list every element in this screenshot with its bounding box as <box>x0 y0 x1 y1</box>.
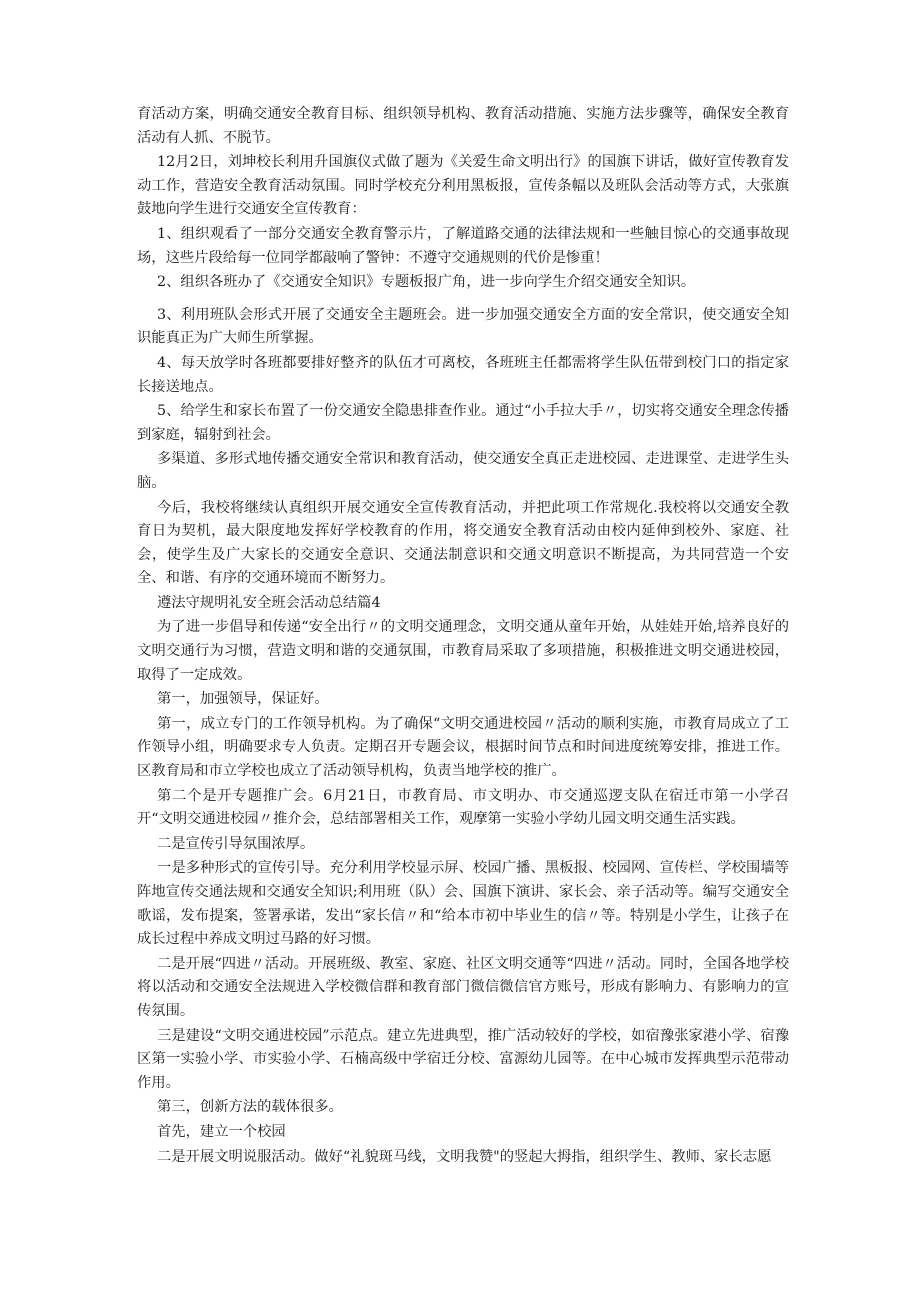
paragraph-9: 今后，我校将继续认真组织开展交通安全宣传教育活动，并把此项工作常规化.我校将以交通安全教育日为契机，最大限度地发挥好学校教育的作用，将交通安全教育活动由校内延伸到校外、家庭、社会，使学生及广大家长的交通安全意识、交通法制意识和交通文明意识不断提高，为共同营造一个安全、和谐、有序的交通环境而不断努力。 <box>137 499 789 587</box>
paragraph-11: 为了进一步倡导和传递“安全出行〃的文明交通理念，文明交通从童年开始，从娃娃开始,培养良好的文明交通行为习惯，营造文明和谐的交通氛围，市教育局采取了多项措施，积极推进文明交通进校园，取得了一定成效。 <box>137 619 789 683</box>
paragraph-1: 育活动方案，明确交通安全教育目标、组织领导机构、教育活动措施、实施方法步骤等，确保安全教育活动有人抓、不脱节。 <box>137 106 789 146</box>
paragraph-20: 首先，建立一个校园 <box>157 1123 286 1140</box>
paragraph-6: 4、每天放学时各班都要排好整齐的队伍才可离校，各班班主任都需将学生队伍带到校门口的指定家长接送地点。 <box>137 354 789 395</box>
paragraph-5: 3、利用班队会形式开展了交通安全主题班会。进一步加强交通安全方面的安全常识，使交通安全知识能真正为广大师生所掌握。 <box>137 306 789 347</box>
paragraph-14: 第二个是开专题推广会。6月21日，市教育局、市文明办、市交通巡逻支队在宿迁市第一小学召开“文明交通进校园〃推介会，总结部署相关工作，观摩第一实验小学幼儿园文明交通生活实践。 <box>137 787 789 828</box>
paragraph-19: 第三，创新方法的载体很多。 <box>157 1099 343 1116</box>
paragraph-4: 2、组织各班办了《交通安全知识》专题板报广角，进一步向学生介绍交通安全知识。 <box>157 274 696 291</box>
paragraph-18: 三是建设“文明交通进校园”示范点。建立先进典型，推广活动较好的学校，如宿豫张家港小学、宿豫区第一实验小学、市实验小学、石楠高级中学宿迁分校、富源幼儿园等。在中心城市发挥典型示范带动作用。 <box>137 1027 789 1091</box>
paragraph-13: 第一，成立专门的工作领导机构。为了确保“文明交通进校园〃活动的顺利实施，市教育局成立了工作领导小组，明确要求专人负责。定期召开专题会议，根据时间节点和时间进度统筹安排，推进工作。区教育局和市立学校也成立了活动领导机构，负责当地学校的推广。 <box>137 715 789 780</box>
paragraph-3: 1、组织观看了一部分交通安全教育警示片，了解道路交通的法律法规和一些触目惊心的交通事故现场，这些片段给每一位同学都敲响了警钟：不遵守交通规则的代价是惨重！ <box>137 225 789 266</box>
paragraph-2: 12月2日，刘坤校长利用升国旗仪式做了题为《关爱生命文明出行》的国旗下讲话，做好宣传教育发动工作，营造安全教育活动氛围。同时学校充分利用黑板报，宣传条幅以及班队会活动等方式，大张旗鼓地向学生进行交通安全宣传教育： <box>137 154 789 218</box>
paragraph-8: 多渠道、多形式地传播交通安全常识和教育活动，使交通安全真正走进校园、走进课堂、走进学生头脑。 <box>137 451 789 491</box>
section-heading: 遵法守规明礼安全班会活动总结篇4 <box>157 594 381 611</box>
document-body <box>137 103 789 1169</box>
paragraph-21: 二是开展文明说服活动。做好“礼貌斑马线，文明我赞"的竖起大拇指，组织学生、教师、家长志愿 <box>157 1148 772 1165</box>
paragraph-15: 二是宣传引导氛围浓厚。 <box>157 835 315 852</box>
paragraph-7: 5、给学生和家长布置了一份交通安全隐患排查作业。通过“小手拉大手〃，切实将交通安全理念传播到家庭，辐射到社会。 <box>137 403 789 443</box>
paragraph-12: 第一，加强领导，保证好。 <box>157 691 329 708</box>
paragraph-17: 二是开展“四进〃活动。开展班级、教室、家庭、社区文明交通等“四进〃活动。同时，全国各地学校将以活动和交通安全法规进入学校微信群和教育部门微信微信官方账号，形成有影响力、有影响力的宣传氛围。 <box>137 955 789 1019</box>
paragraph-16: 一是多种形式的宣传引导。充分利用学校显示屏、校园广播、黑板报、校园网、宣传栏、学校围墙等阵地宣传交通法规和交通安全知识;利用班（队）会、国旗下演讲、家长会、亲子活动等。编写交通安全歌谣，发布提案，签署承诺，发出“家长信〃和“给本市初中毕业生的信〃等。特别是小学生，让孩子在成长过程中养成文明过马路的好习惯。 <box>137 860 789 948</box>
